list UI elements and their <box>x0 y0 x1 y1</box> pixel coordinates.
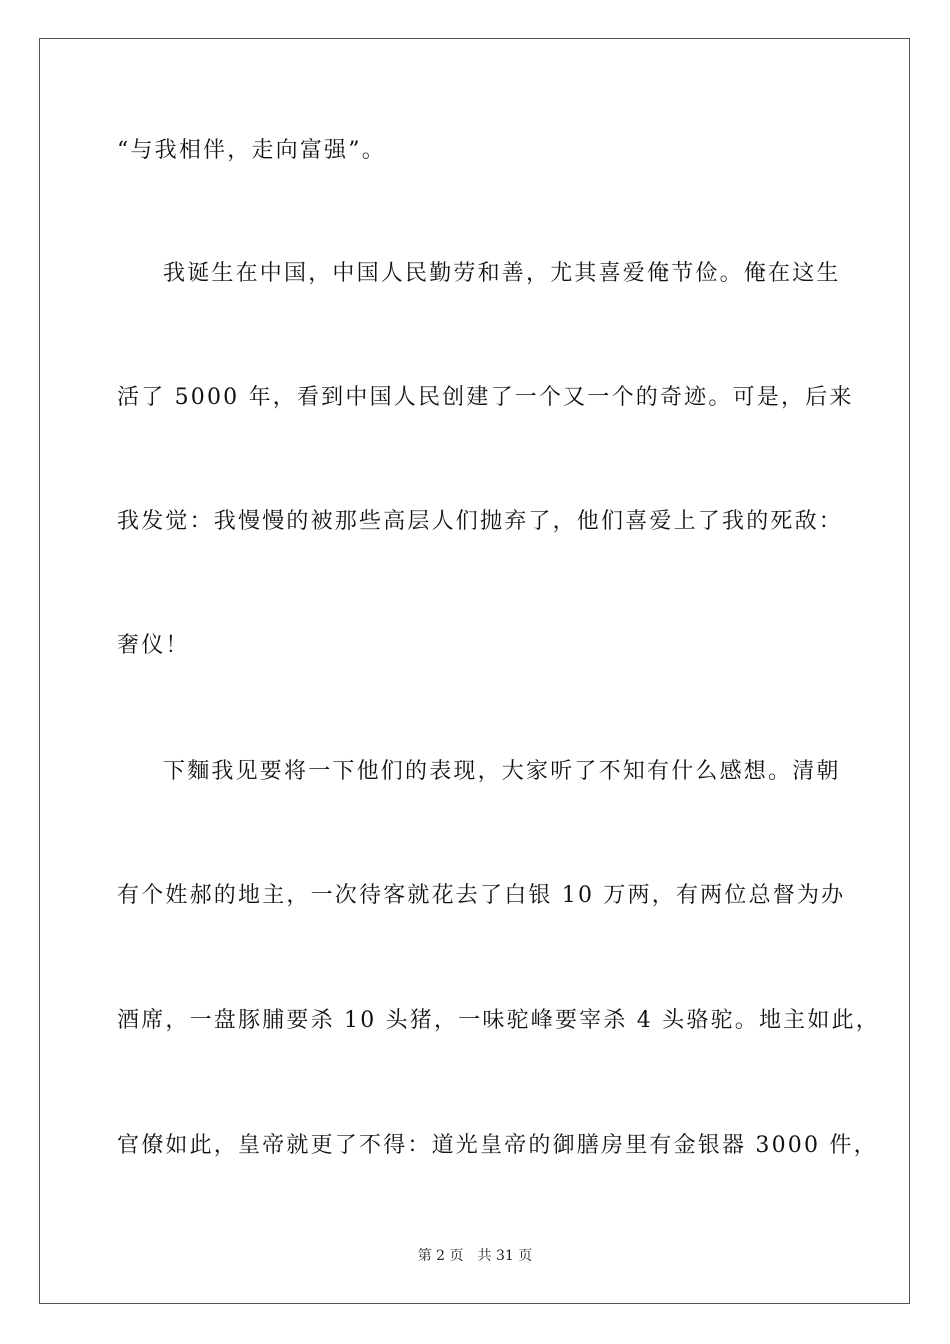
text-line-4: 我发觉：我慢慢的被那些高层人们抛弃了，他们喜爱上了我的死敌： <box>117 509 844 534</box>
text-line-1: “与我相伴，走向富强”。 <box>117 138 386 163</box>
text-line-8: 酒席，一盘豚脯要杀 10 头猪，一味驼峰要宰杀 4 头骆驼。地主如此， <box>117 1008 880 1033</box>
text-line-3: 活了 5000 年，看到中国人民创建了一个又一个的奇迹。可是，后来 <box>117 385 854 410</box>
text-line-2: 我诞生在中国，中国人民勤劳和善，尤其喜爱俺节俭。俺在这生 <box>163 261 841 286</box>
text-line-5: 奢仪！ <box>117 633 190 658</box>
page-number: 第 2 页 <box>417 1248 464 1264</box>
page-footer <box>0 1246 950 1266</box>
text-line-7: 有个姓郝的地主，一次待客就花去了白银 10 万两，有两位总督为办 <box>117 883 846 908</box>
page-border <box>39 38 910 1304</box>
text-line-9: 官僚如此，皇帝就更了不得：道光皇帝的御膳房里有金银器 3000 件， <box>117 1133 878 1158</box>
page-total: 共 31 页 <box>477 1248 533 1264</box>
text-line-6: 下麵我见要将一下他们的表现，大家听了不知有什么感想。清朝 <box>163 759 841 784</box>
